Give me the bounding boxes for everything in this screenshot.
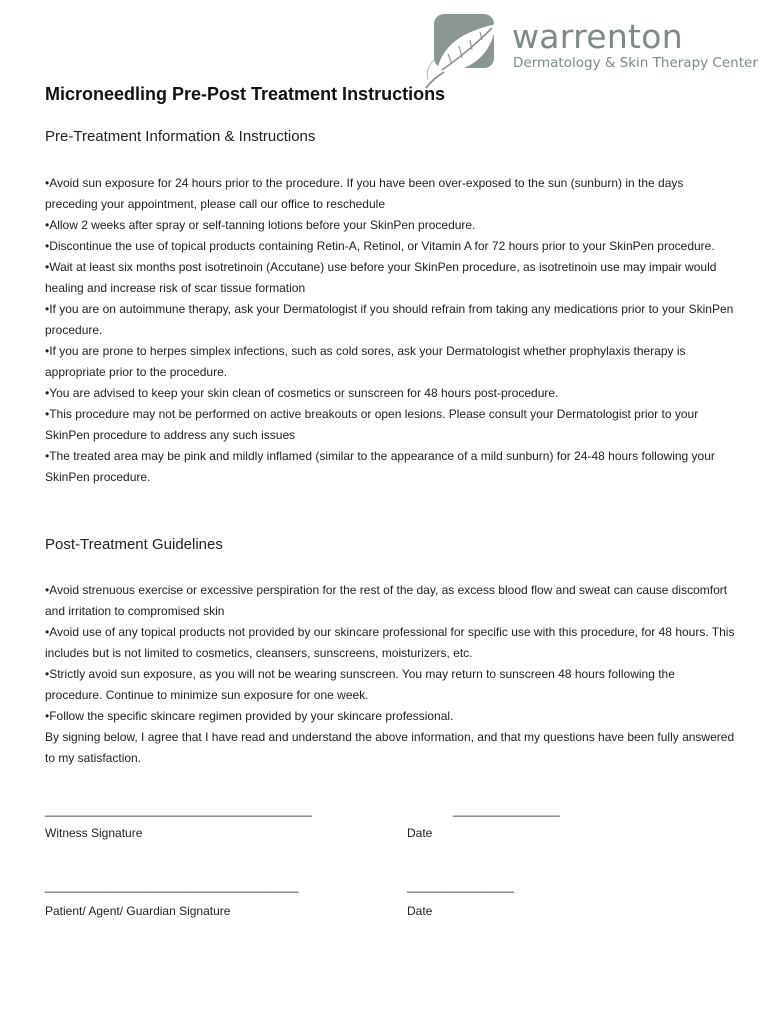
list-item: •Avoid strenuous exercise or excessive perspiration for the rest of the day, as excess blood flow and sweat can cause discomfort and irritation to compromised skin — [45, 583, 728, 618]
list-item: •The treated area may be pink and mildly inflamed (similar to the appearance of a mild sunburn) for 24-48 hours following your SkinPen procedure. — [45, 449, 715, 484]
witness-date-label: Date — [407, 826, 433, 840]
list-item: •Strictly avoid sun exposure, as you will not be wearing sunscreen. You may return to sunscreen 48 hours following the procedure. Continue to minimize sun exposure for one week. — [45, 667, 675, 702]
post-treatment-heading: Post-Treatment Guidelines — [45, 536, 223, 553]
leaf-logo-icon — [422, 10, 512, 90]
list-item: •If you are prone to herpes simplex infections, such as cold sores, ask your Dermatologist whether prophylaxis therapy is appropriate prior to the procedure. — [45, 344, 686, 379]
logo-tagline: Dermatology & Skin Therapy Center — [513, 55, 758, 71]
list-item: •Wait at least six months post isotretinoin (Accutane) use before your SkinPen procedure, as isotretinoin use may impair would healing and increase risk of scar tissue formation — [45, 260, 717, 295]
pre-treatment-list — [45, 173, 735, 488]
document-title: Microneedling Pre-Post Treatment Instructions — [45, 84, 446, 104]
witness-date-line[interactable]: ________________ — [453, 803, 560, 817]
logo-wordmark: warrenton — [512, 17, 684, 56]
list-item: •Avoid use of any topical products not provided by our skincare professional for specific use with this procedure, for 48 hours. This includes but is not limited to cosmetics, cleansers, sunscreens, moisturizers, etc. — [45, 625, 735, 660]
list-item: •If you are on autoimmune therapy, ask your Dermatologist if you should refrain from taking any medications prior to your SkinPen procedure. — [45, 302, 734, 337]
patient-signature-line[interactable]: ______________________________________ — [45, 879, 299, 893]
list-item: •Avoid sun exposure for 24 hours prior to the procedure. If you have been over-exposed to the sun (sunburn) in the days preceding your appointment, please call our office to reschedule — [45, 176, 684, 211]
logo — [422, 10, 762, 90]
list-item: •This procedure may not be performed on active breakouts or open lesions. Please consult your Dermatologist prior to your SkinPen procedure to address any such issues — [45, 407, 699, 442]
patient-date-line[interactable]: ________________ — [407, 879, 514, 893]
patient-signature-label: Patient/ Agent/ Guardian Signature — [45, 904, 231, 918]
consent-statement: By signing below, I agree that I have read and understand the above information, and that my questions have been fully answered to my satisfaction. — [45, 730, 735, 765]
post-treatment-list — [45, 580, 735, 769]
pre-treatment-heading: Pre-Treatment Information & Instructions — [45, 128, 316, 145]
list-item: •Allow 2 weeks after spray or self-tanning lotions before your SkinPen procedure. — [45, 218, 476, 232]
witness-signature-label: Witness Signature — [45, 826, 143, 840]
list-item: •Discontinue the use of topical products containing Retin-A, Retinol, or Vitamin A for 72 hours prior to your SkinPen procedure. — [45, 239, 715, 253]
list-item: •Follow the specific skincare regimen provided by your skincare professional. — [45, 709, 454, 723]
witness-signature-line[interactable]: ________________________________________ — [45, 803, 312, 817]
patient-date-label: Date — [407, 904, 433, 918]
list-item: •You are advised to keep your skin clean of cosmetics or sunscreen for 48 hours post-procedure. — [45, 386, 559, 400]
